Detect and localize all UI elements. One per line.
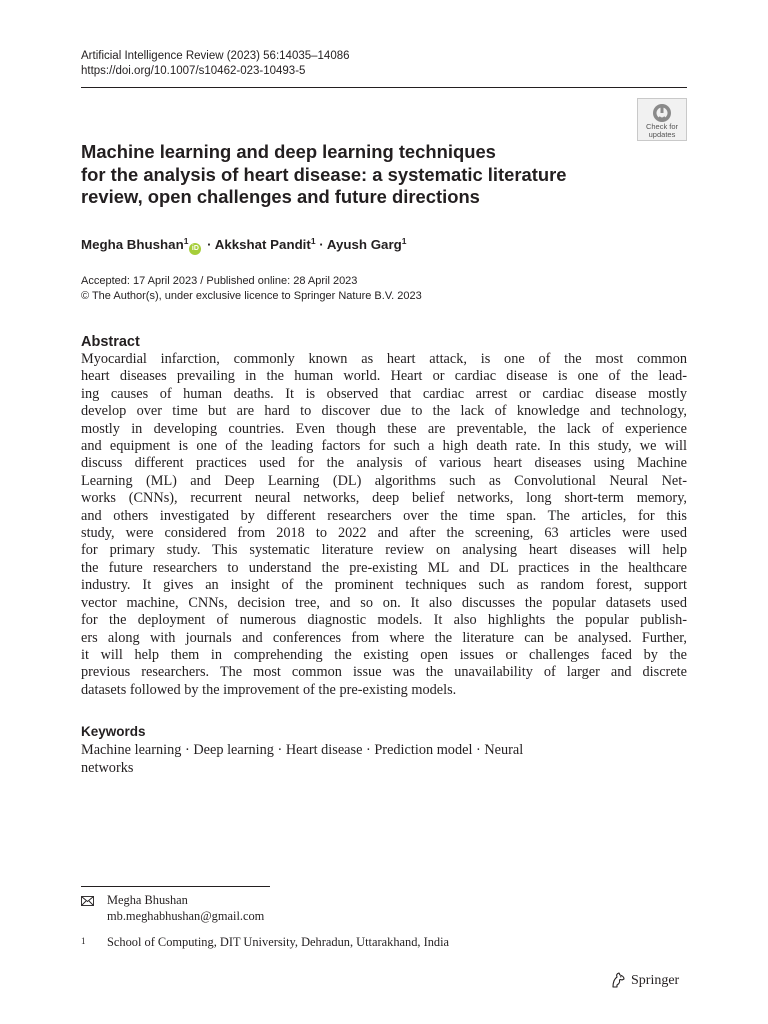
check-for-updates-badge[interactable] xyxy=(637,98,687,141)
keywords-list: Machine learning · Deep learning · Heart disease · Prediction model · Neural xyxy=(81,742,524,758)
check-for-updates-icon xyxy=(652,103,672,123)
publisher-name: Springer xyxy=(631,972,680,988)
abstract-line: works (CNNs), recurrent neural networks, deep belief networks, long short-term memory, xyxy=(81,490,687,507)
abstract-line: mostly in developing countries. Even though these are preventable, the lack of experience xyxy=(81,420,687,437)
author-name: Akkshat Pandit xyxy=(214,237,311,252)
corresponding-author-email[interactable]: mb.meghabhushan@gmail.com xyxy=(107,908,265,923)
footnote-rule xyxy=(81,886,270,887)
abstract-line: and equipment is one of the leading factors for such a high death rate. In this study, we will xyxy=(81,438,687,455)
keywords-block xyxy=(81,723,687,777)
author-affiliation-mark: 1 xyxy=(310,236,316,246)
badge-label-line1: Check for xyxy=(645,122,679,131)
keywords-list-continued: networks xyxy=(81,760,134,776)
abstract-line: vector machine, CNNs, decision tree, and so on. It also discusses the popular datasets used xyxy=(81,594,687,611)
corresponding-author-name: Megha Bhushan xyxy=(107,893,188,907)
affiliation-number: 1 xyxy=(81,936,86,946)
journal-citation: Artificial Intelligence Review (2023) 56:14035–14086 xyxy=(81,50,350,62)
abstract-line: discuss different practices used for the analysis of various heart diseases using Machine xyxy=(81,455,687,472)
author-separator: · xyxy=(315,237,327,252)
envelope-icon xyxy=(81,896,94,906)
publication-dates xyxy=(81,274,422,304)
abstract-line: for the deployment of numerous diagnostic models. It also highlights the popular publish- xyxy=(81,612,687,629)
orcid-icon[interactable]: iD xyxy=(189,243,201,255)
abstract-line: develop over time but are hard to discover due to the lack of knowledge and technology, xyxy=(81,403,687,420)
copyright-notice: © The Author(s), under exclusive licence to Springer Nature B.V. 2023 xyxy=(81,290,422,302)
abstract-line: datasets followed by the improvement of the pre-existing models. xyxy=(81,681,457,698)
abstract-line: the future researchers to understand the pre-existing ML and DL practices in the healthcare xyxy=(81,559,687,576)
paper-title xyxy=(81,141,641,209)
author-separator: · xyxy=(203,237,215,252)
abstract-line: heart diseases prevailing in the human world. Heart or cardiac disease is one of the lead- xyxy=(81,368,687,385)
accepted-published-date: Accepted: 17 April 2023 / Published online: 28 April 2023 xyxy=(81,275,358,287)
keywords-label: Keywords xyxy=(81,724,146,739)
abstract-line: Myocardial infarction, commonly known as heart attack, is one of the most common xyxy=(81,351,687,367)
abstract-line: and others investigated by different researchers over the time span. The articles, for this xyxy=(81,507,687,524)
doi-link[interactable]: https://doi.org/10.1007/s10462-023-10493-5 xyxy=(81,65,306,77)
affiliation xyxy=(81,935,449,950)
abstract-text xyxy=(81,351,687,699)
corresponding-author xyxy=(81,893,264,924)
abstract-line: study, were considered from 2018 to 2022 and after the screening, 63 articles were used xyxy=(81,525,687,542)
abstract-line: industry. It gives an insight of the prominent techniques such as random forest, support xyxy=(81,577,687,594)
author-affiliation-mark: 1 xyxy=(401,236,407,246)
abstract-line: it will help them in comprehending the existing open issues or challenges faced by the xyxy=(81,646,687,663)
author-name: Megha Bhushan xyxy=(81,237,184,252)
author-affiliation-mark: 1 xyxy=(183,236,189,246)
springer-horse-icon xyxy=(610,972,626,989)
publisher-logo xyxy=(610,972,679,989)
abstract-line: ing causes of human deaths. It is observed that cardiac arrest or cardiac disease mostly xyxy=(81,385,687,402)
header-rule xyxy=(81,87,687,88)
abstract-line: ers along with journals and conferences from where the literature can be analysed. Further, xyxy=(81,629,687,646)
abstract-line: for primary study. This systematic literature review on analysing heart diseases will help xyxy=(81,542,687,559)
title-line: for the analysis of heart disease: a systematic literature xyxy=(81,163,567,185)
title-line: review, open challenges and future directions xyxy=(81,186,480,207)
abstract-line: Learning (ML) and Deep Learning (DL) algorithms such as Convolutional Neural Net- xyxy=(81,472,687,489)
author-name: Ayush Garg xyxy=(326,237,402,252)
abstract-heading: Abstract xyxy=(81,334,140,350)
affiliation-text: School of Computing, DIT University, Dehradun, Uttarakhand, India xyxy=(107,935,450,949)
title-line: Machine learning and deep learning techniques xyxy=(81,141,496,162)
author-list xyxy=(81,232,406,255)
abstract-line: previous researchers. The most common issue was the unavailability of larger and discrete xyxy=(81,664,687,681)
badge-label-line2: updates xyxy=(648,130,676,139)
